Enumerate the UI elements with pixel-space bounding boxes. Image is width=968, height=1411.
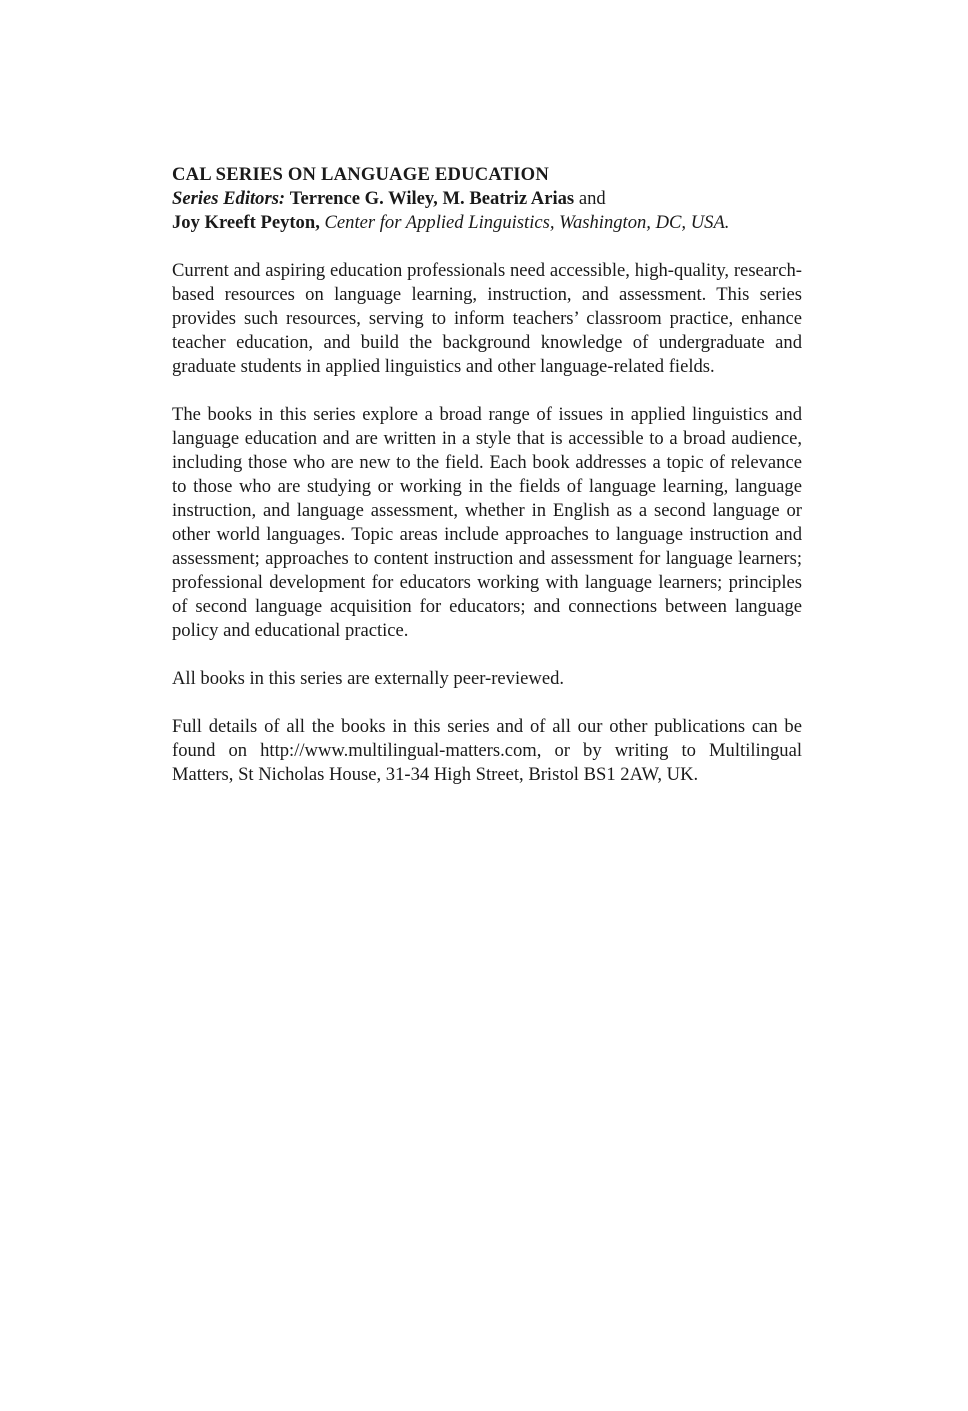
editors-and: and [578, 188, 606, 209]
paragraph-contact: Full details of all the books in this series and of all our other publications can be found on http://www.multilingual-matters.com, or by writing to Multilingual Matters, St Nicholas House, 31-34 High Street, Bristol BS1 2AW, UK. [172, 716, 802, 785]
paragraph-scope: The books in this series explore a broad range of issues in applied linguistics and language education and are written in a style that is accessible to a broad audience, including those who are new to the field. Each book addresses a topic of relevance to those who are studying or working in the fields of language learning, language instruction, and language assessment, whether in English as a second language or other world languages. Topic areas include approaches to language instruction and assessment; approaches to content instruction and assessment for language learners; professional development for educators working with language learners; principles of second language acquisition for educators; and connections between language policy and educational practice. [172, 404, 802, 641]
editors-label: Series Editors: [172, 188, 286, 209]
editors-names-2: Joy Kreeft Peyton, [172, 212, 320, 233]
editors-line [172, 187, 802, 211]
editors-line-2 [172, 211, 802, 235]
paragraph-peer-review: All books in this series are externally peer-reviewed. [172, 668, 565, 689]
series-page [172, 163, 802, 787]
editors-names-1: Terrence G. Wiley, M. Beatriz Arias [289, 188, 575, 209]
paragraph-intro: Current and aspiring education professionals need accessible, high-quality, research-based resources on language learning, instruction, and assessment. This series provides such resources, serving to inform teachers’ classroom practice, enhance teacher education, and build the background knowledge of undergraduate and graduate students in applied linguistics and other language-related fields. [172, 260, 802, 377]
series-title: CAL SERIES ON LANGUAGE EDUCATION [172, 164, 549, 185]
editors-affiliation: Center for Applied Linguistics, Washington, DC, USA. [324, 212, 730, 233]
